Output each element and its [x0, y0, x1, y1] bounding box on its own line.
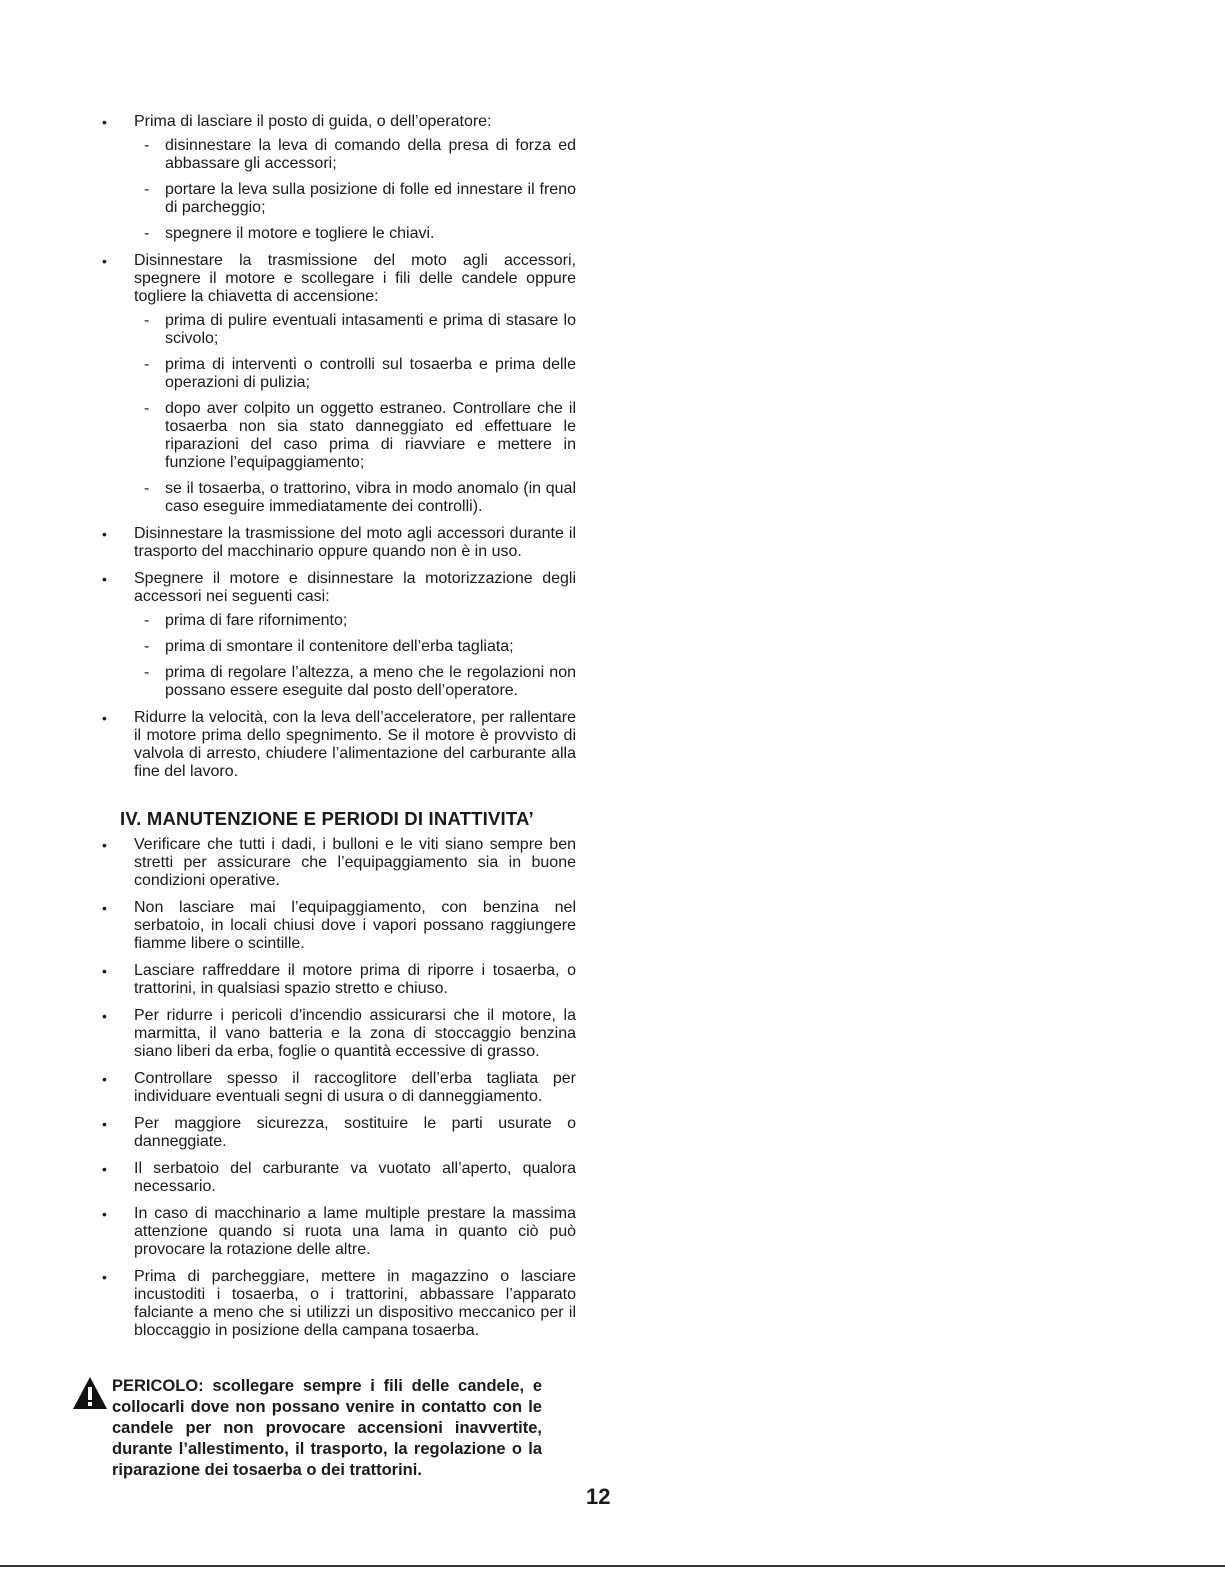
- sub-item: [134, 480, 576, 516]
- list-item: [98, 525, 576, 561]
- dash-icon: -: [144, 612, 150, 629]
- list-item: [98, 1007, 576, 1061]
- list-item: [98, 1268, 576, 1340]
- warning-text: PERICOLO: scollegare sempre i fili delle candele, e collocarli dove non possano venire in contatto con le candele per non provocare accensioni inavvertite, durante l’allestimento, il trasporto, la regolazione o la riparazione dei tosaerba o dei trattorini.: [112, 1377, 542, 1479]
- sub-item-text: spegnere il motore e togliere le chiavi.: [165, 225, 435, 242]
- bottom-rule: [0, 1565, 1225, 1567]
- sub-item-text: portare la leva sulla posizione di folle ed innestare il freno di parcheggio;: [165, 181, 576, 216]
- bullet-icon: •: [102, 837, 107, 853]
- dash-icon: -: [144, 356, 150, 373]
- sub-item-text: dopo aver colpito un oggetto estraneo. Controllare che il tosaerba non sia stato danneggiato ed effettuare le riparazioni del caso prima di riavviare e mettere in funzione l’equipaggiamento;: [165, 400, 576, 471]
- list-item-text: Prima di lasciare il posto di guida, o dell’operatore:: [134, 113, 492, 130]
- list-item-text: In caso di macchinario a lame multiple prestare la massima attenzione quando si ruota una lama in quanto ciò può provocare la rotazione delle altre.: [134, 1205, 576, 1258]
- dash-icon: -: [144, 480, 150, 497]
- sub-item-text: prima di smontare il contenitore dell’erba tagliata;: [165, 638, 514, 655]
- list-item-text: Per ridurre i pericoli d’incendio assicurarsi che il motore, la marmitta, il vano batteria e la zona di stoccaggio benzina siano liberi da erba, foglie o quantità eccessive di grasso.: [134, 1007, 576, 1060]
- sub-item-text: prima di pulire eventuali intasamenti e prima di stasare lo scivolo;: [165, 312, 576, 347]
- list-item: [98, 709, 576, 781]
- sub-list: [134, 137, 576, 243]
- list-item: [98, 836, 576, 890]
- list-item-text: Spegnere il motore e disinnestare la motorizzazione degli accessori nei seguenti casi:: [134, 570, 576, 605]
- text-column: [98, 113, 576, 1349]
- list-item: [98, 1160, 576, 1196]
- bullet-icon: •: [102, 1071, 107, 1087]
- list-item: [98, 1070, 576, 1106]
- sub-list: [134, 612, 576, 700]
- danger-warning: [72, 1376, 542, 1481]
- bullet-icon: •: [102, 1269, 107, 1285]
- list-item-text: Non lasciare mai l’equipaggiamento, con benzina nel serbatoio, in locali chiusi dove i vapori possano raggiungere fiamme libere o scintille.: [134, 899, 576, 952]
- list-item: [98, 899, 576, 953]
- sub-list: [134, 312, 576, 516]
- list-item: [98, 252, 576, 516]
- bullet-icon: •: [102, 571, 107, 587]
- list-item: [98, 1115, 576, 1151]
- sub-item: [134, 638, 576, 656]
- list-item-text: Ridurre la velocità, con la leva dell’acceleratore, per rallentare il motore prima dello spegnimento. Se il motore è provvisto di valvola di arresto, chiudere l’alimentazione del carburante alla fine del lavoro.: [134, 709, 576, 780]
- sub-item: [134, 137, 576, 173]
- safety-list-top: [98, 113, 576, 781]
- dash-icon: -: [144, 225, 150, 242]
- list-item-text: Verificare che tutti i dadi, i bulloni e le viti siano sempre ben stretti per assicurare che l’equipaggiamento sia in buone condizioni operative.: [134, 836, 576, 889]
- list-item-text: Prima di parcheggiare, mettere in magazzino o lasciare incustoditi i tosaerba, o i trattorini, abbassare l’apparato falciante a meno che si utilizzi un dispositivo meccanico per il bloccaggio in posizione della campana tosaerba.: [134, 1268, 576, 1339]
- sub-item-text: prima di interventi o controlli sul tosaerba e prima delle operazioni di pulizia;: [165, 356, 576, 391]
- list-item-text: Il serbatoio del carburante va vuotato all’aperto, qualora necessario.: [134, 1160, 576, 1195]
- warning-triangle-icon: [72, 1376, 108, 1415]
- sub-item-text: prima di regolare l’altezza, a meno che le regolazioni non possano essere eseguite dal posto dell’operatore.: [165, 664, 576, 699]
- bullet-icon: •: [102, 963, 107, 979]
- bullet-icon: •: [102, 1116, 107, 1132]
- dash-icon: -: [144, 664, 150, 681]
- sub-item: [134, 612, 576, 630]
- bullet-icon: •: [102, 114, 107, 130]
- dash-icon: -: [144, 312, 150, 329]
- list-item-text: Controllare spesso il raccoglitore dell’erba tagliata per individuare eventuali segni di usura o di danneggiamento.: [134, 1070, 576, 1105]
- list-item-text: Disinnestare la trasmissione del moto agli accessori, spegnere il motore e scollegare i fili delle candele oppure togliere la chiavetta di accensione:: [134, 252, 576, 305]
- sub-item-text: disinnestare la leva di comando della presa di forza ed abbassare gli accessori;: [165, 137, 576, 172]
- bullet-icon: •: [102, 710, 107, 726]
- list-item: [98, 1205, 576, 1259]
- sub-item: [134, 356, 576, 392]
- bullet-icon: •: [102, 253, 107, 269]
- dash-icon: -: [144, 638, 150, 655]
- sub-item: [134, 312, 576, 348]
- dash-icon: -: [144, 400, 150, 417]
- sub-item-text: prima di fare rifornimento;: [165, 612, 348, 629]
- bullet-icon: •: [102, 1206, 107, 1222]
- dash-icon: -: [144, 137, 150, 154]
- section-heading: IV. MANUTENZIONE E PERIODI DI INATTIVITA’: [120, 808, 534, 829]
- bullet-icon: •: [102, 526, 107, 542]
- list-item-text: Disinnestare la trasmissione del moto agli accessori durante il trasporto del macchinario oppure quando non è in uso.: [134, 525, 576, 560]
- sub-item: [134, 664, 576, 700]
- sub-item: [134, 400, 576, 472]
- list-item-text: Lasciare raffreddare il motore prima di riporre i tosaerba, o trattorini, in qualsiasi spazio stretto e chiuso.: [134, 962, 576, 997]
- sub-item-text: se il tosaerba, o trattorino, vibra in modo anomalo (in qual caso eseguire immediatamente dei controlli).: [165, 480, 576, 515]
- list-item: [98, 113, 576, 243]
- list-item: [98, 570, 576, 700]
- bullet-icon: •: [102, 1008, 107, 1024]
- maintenance-list: [98, 836, 576, 1340]
- sub-item: [134, 181, 576, 217]
- bullet-icon: •: [102, 900, 107, 916]
- sub-item: [134, 225, 576, 243]
- dash-icon: -: [144, 181, 150, 198]
- bullet-icon: •: [102, 1161, 107, 1177]
- list-item: [98, 962, 576, 998]
- list-item-text: Per maggiore sicurezza, sostituire le parti usurate o danneggiate.: [134, 1115, 576, 1150]
- page-number: 12: [586, 1484, 611, 1509]
